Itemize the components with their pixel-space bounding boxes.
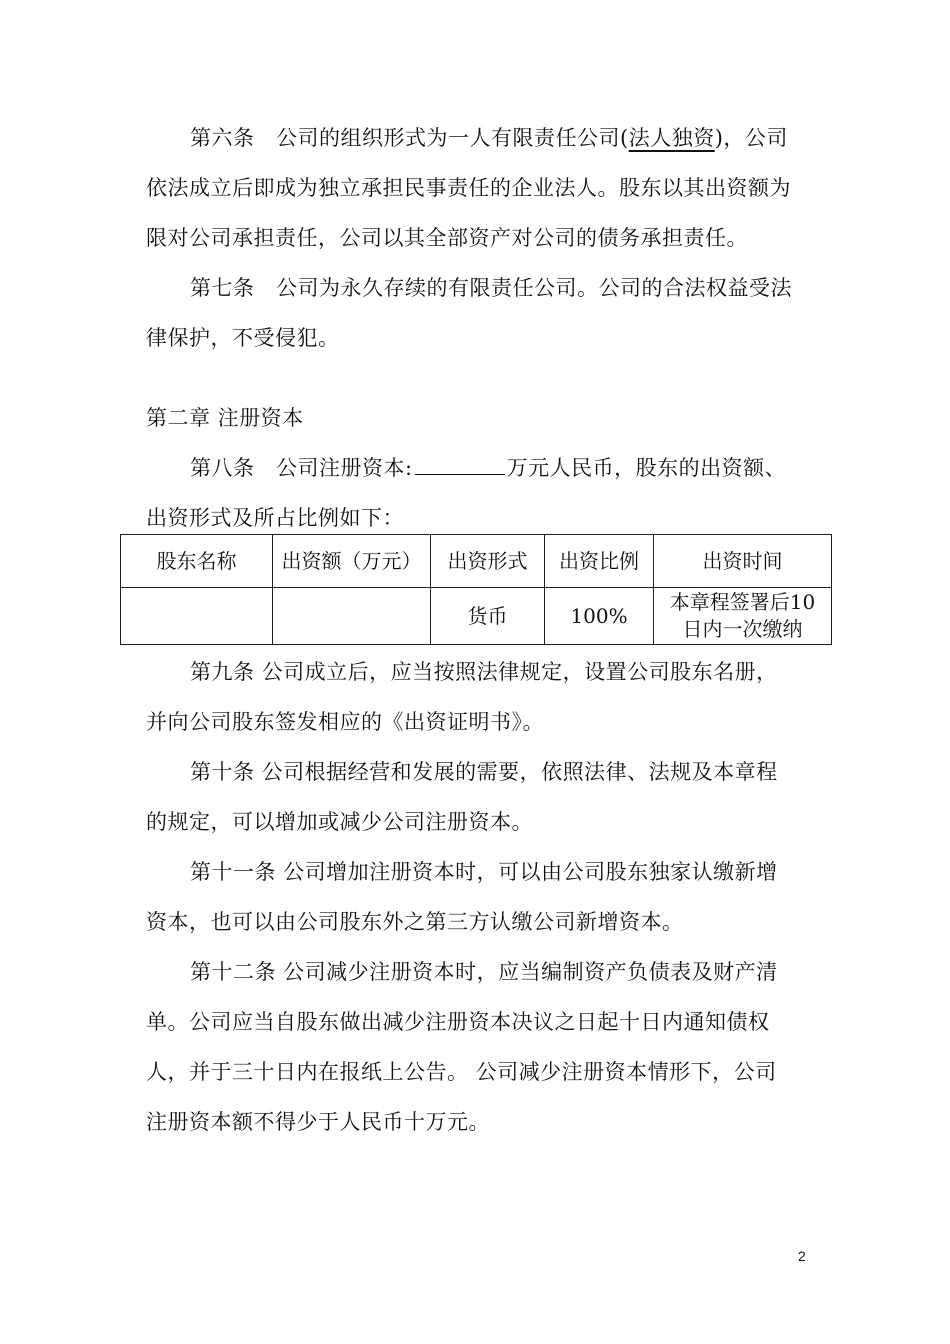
article-10-line-1: 第十条 公司根据经营和发展的需要，依照法律、法规及本章程 (190, 760, 778, 784)
article-10-line-2: 的规定，可以增加或减少公司注册资本。 (146, 810, 533, 834)
cell-contribution-time: 本章程签署后10日内一次缴纳 (654, 588, 832, 645)
article-6-line-2: 依法成立后即成为独立承担民事责任的企业法人。股东以其出资额为 (146, 176, 791, 200)
page-number: 2 (798, 1248, 806, 1264)
article-11-line-1: 第十一条 公司增加注册资本时，可以由公司股东独家认缴新增 (190, 860, 778, 884)
article-8-line-2: 出资形式及所占比例如下： (146, 506, 404, 530)
article-12-line-4: 注册资本额不得少于人民币十万元。 (146, 1110, 490, 1134)
blank-line (415, 456, 505, 475)
article-6-line-3: 限对公司承担责任，公司以其全部资产对公司的债务承担责任。 (146, 226, 748, 250)
cell-contribution-amount (273, 588, 431, 645)
cell-shareholder-name (121, 588, 273, 645)
header-contribution-ratio: 出资比例 (545, 535, 654, 588)
article-8-line-1 (190, 452, 786, 482)
article-11-line-2: 资本，也可以由公司股东外之第三方认缴公司新增资本。 (146, 910, 684, 934)
text-segment: 万元人民币，股东的出资额、 (506, 456, 787, 480)
text-segment: 第六条 公司的组织形式为一人有限责任公司( (190, 126, 629, 150)
table-row (121, 588, 832, 645)
cell-contribution-form: 货币 (431, 588, 545, 645)
article-12-line-2: 单。公司应当自股东做出减少注册资本决议之日起十日内通知债权 (146, 1010, 770, 1034)
article-7-line-2: 律保护，不受侵犯。 (146, 326, 340, 350)
chapter-heading: 第二章 注册资本 (146, 406, 304, 430)
header-shareholder-name: 股东名称 (121, 535, 273, 588)
header-contribution-amount: 出资额（万元） (273, 535, 431, 588)
article-9-line-1: 第九条 公司成立后，应当按照法律规定，设置公司股东名册， (190, 660, 778, 684)
header-contribution-time: 出资时间 (654, 535, 832, 588)
underlined-text: 法人独资 (628, 126, 715, 150)
article-12-line-3: 人，并于三十日内在报纸上公告。 公司减少注册资本情形下，公司 (146, 1060, 777, 1084)
article-9-line-2: 并向公司股东签发相应的《出资证明书》。 (146, 710, 544, 734)
article-6-line-1 (190, 122, 788, 152)
header-contribution-form: 出资形式 (431, 535, 545, 588)
capital-table (120, 534, 832, 645)
article-7-line-1: 第七条 公司为永久存续的有限责任公司。公司的合法权益受法 (190, 276, 792, 300)
article-12-line-1: 第十二条 公司减少注册资本时，应当编制资产负债表及财产清 (190, 960, 778, 984)
table-header-row (121, 535, 832, 588)
text-segment: 第八条 公司注册资本: (190, 456, 413, 480)
cell-contribution-ratio: 100% (545, 588, 654, 645)
text-segment: )，公司 (714, 126, 788, 150)
